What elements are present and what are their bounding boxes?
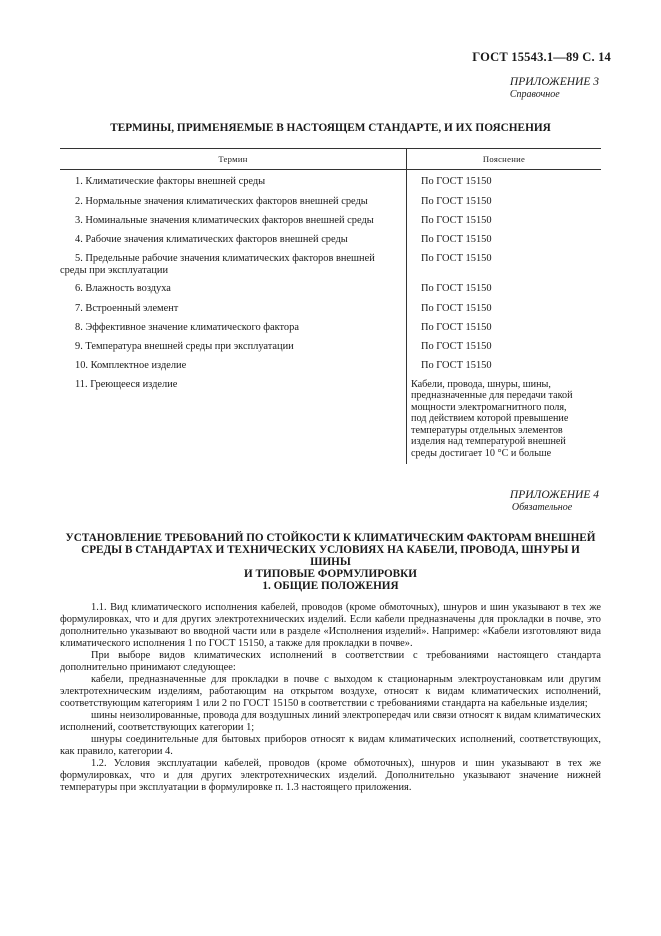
table-header-row (60, 149, 601, 170)
table-row (60, 372, 601, 464)
table-row (60, 296, 601, 315)
table-row (60, 189, 601, 208)
page-header: ГОСТ 15543.1—89 С. 14 (472, 50, 611, 64)
explanation-line: температуры отдельных элементов (411, 424, 563, 436)
explanation-line: Кабели, провода, шнуры, шины, (411, 378, 551, 390)
appendix-4-kind: Обязательное (511, 502, 573, 513)
explanation-cell: По ГОСТ 15150 (421, 282, 492, 294)
term-cell: 6. Влажность воздуха (75, 282, 171, 294)
explanation-cell: По ГОСТ 15150 (421, 359, 492, 371)
term-cell: 7. Встроенный элемент (75, 302, 179, 314)
table-row (60, 246, 601, 277)
term-line: среды при эксплуатации (60, 264, 169, 276)
explanation-line: среды достигает 10 °С и больше (411, 448, 552, 460)
col-header-explanation: Пояснение (407, 149, 602, 170)
explanation-cell: По ГОСТ 15150 (421, 321, 492, 333)
term-line: 5. Предельные рабочие значения климатических факторов внешней (75, 252, 375, 264)
paragraph: шины неизолированные, провода для воздушных линий электропередач или связи относят к видам климатических исполнений, соответствующих категории 1; (60, 710, 601, 733)
col-header-term: Термин (60, 149, 407, 170)
section-title-line: УСТАНОВЛЕНИЕ ТРЕБОВАНИЙ ПО СТОЙКОСТИ К КЛИМАТИЧЕСКИМ ФАКТОРАМ ВНЕШНЕЙ (65, 532, 596, 544)
table-row (60, 208, 601, 227)
section-title-line: И ТИПОВЫЕ ФОРМУЛИРОВКИ (244, 568, 417, 580)
term-cell: 3. Номинальные значения климатических факторов внешней среды (75, 214, 374, 226)
section-title-line: СРЕДЫ В СТАНДАРТАХ И ТЕХНИЧЕСКИХ УСЛОВИЯХ НА КАБЕЛИ, ПРОВОДА, ШНУРЫ И ШИНЫ (81, 544, 580, 568)
table-row (60, 170, 601, 189)
explanation-line: предназначенные для передачи такой (411, 390, 573, 402)
explanation-cell: По ГОСТ 15150 (421, 214, 492, 226)
paragraph: 1.2. Условия эксплуатации кабелей, проводов (кроме обмоточных), шнуров и шин указывают в тех же формулировках, что и для других электротехнических изделий. Дополнительно указывают значение нижней температуры при эксплуатации в формулировке п. 1.3 настоящего приложения. (60, 758, 601, 793)
appendix-4-label: ПРИЛОЖЕНИЕ 4 (509, 489, 599, 501)
subsection-title: 1. ОБЩИЕ ПОЛОЖЕНИЯ (262, 580, 399, 592)
term-cell: 2. Нормальные значения климатических факторов внешней среды (75, 195, 368, 207)
term-cell: 9. Температура внешней среды при эксплуатации (75, 340, 294, 352)
section-title-terms: ТЕРМИНЫ, ПРИМЕНЯЕМЫЕ В НАСТОЯЩЕМ СТАНДАРТЕ, И ИХ ПОЯСНЕНИЯ (110, 122, 551, 134)
appendix-3-kind: Справочное (509, 89, 560, 100)
table-row (60, 277, 601, 296)
paragraph: кабели, предназначенные для прокладки в почве с выходом к стационарным электроустановкам или другим электротехническим изделиям, работающим на открытом воздухе, относят к видам климатических исполнений, соответствующим категориям 1 или 2 по ГОСТ 15150 в соответствии с требованиями стандарта на кабельные изделия; (60, 674, 601, 709)
term-cell: 8. Эффективное значение климатического фактора (75, 321, 299, 333)
section-title-requirements (60, 532, 601, 580)
table-row (60, 315, 601, 334)
terms-table (60, 148, 601, 464)
appendix-3-label: ПРИЛОЖЕНИЕ 3 (509, 76, 599, 88)
explanation-cell: По ГОСТ 15150 (421, 302, 492, 314)
explanation-line: изделия над температурой внешней (411, 436, 566, 448)
table-row (60, 353, 601, 372)
paragraph: 1.1. Вид климатического исполнения кабелей, проводов (кроме обмоточных), шнуров и шин указывают в тех же формулировках, что и для других электротехнических изделий. Если кабели предназначены для прокладки в почве, это дополнительно указывают во вводной части или в разделе «Исполнения изделий». Например: «Кабели изготовляют вида климатического исполнения 1 по ГОСТ 15150, а также для прокладки в почве». (60, 602, 601, 649)
term-cell (60, 253, 402, 277)
explanation-cell: По ГОСТ 15150 (421, 340, 492, 352)
table-row (60, 334, 601, 353)
explanation-cell: По ГОСТ 15150 (421, 233, 492, 245)
paragraph: При выборе видов климатических исполнений в соответствии с требованиями настоящего стандарта дополнительно принимают следующее: (60, 650, 601, 673)
appendix-3-block (510, 76, 599, 100)
explanation-cell: По ГОСТ 15150 (421, 176, 492, 187)
term-cell: 10. Комплектное изделие (75, 359, 187, 371)
explanation-cell: По ГОСТ 15150 (421, 195, 492, 207)
term-cell: 1. Климатические факторы внешней среды (75, 176, 266, 187)
explanation-cell (411, 379, 601, 460)
body-text (60, 602, 601, 794)
explanation-line: мощности электромагнитного поля, (411, 401, 567, 413)
appendix-4-block (510, 489, 599, 513)
explanation-line: под действием которой превышение (411, 413, 569, 425)
term-cell: 4. Рабочие значения климатических факторов внешней среды (75, 233, 348, 245)
paragraph: шнуры соединительные для бытовых приборов относят к видам климатических исполнений, соответствующих, как правило, категории 4. (60, 734, 601, 757)
table-row (60, 227, 601, 246)
term-cell: 11. Греющееся изделие (75, 378, 178, 390)
explanation-cell: По ГОСТ 15150 (421, 252, 492, 264)
